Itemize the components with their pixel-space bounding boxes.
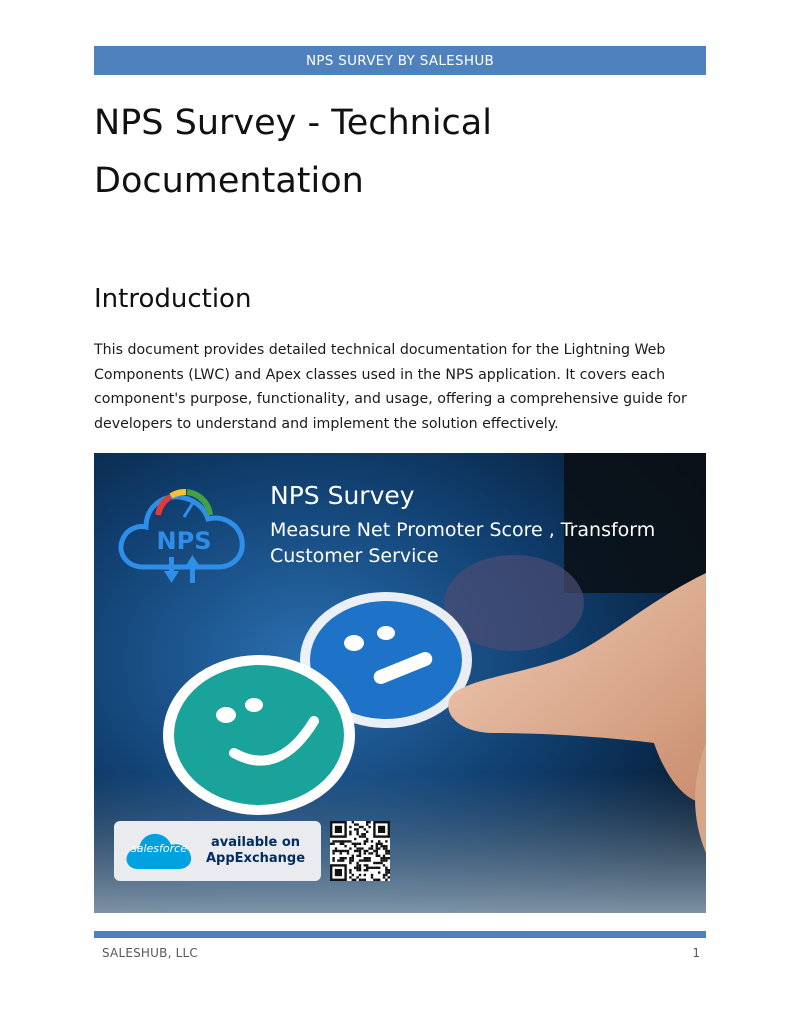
nps-logo-text: NPS: [156, 527, 212, 555]
section-heading-introduction: Introduction: [94, 284, 252, 314]
banner-title: NPS Survey: [270, 481, 415, 510]
page-number: 1: [692, 946, 700, 960]
page-header: NPS SURVEY BY SALESHUB: [94, 46, 706, 75]
qr-code-graphic: [330, 821, 390, 881]
document-title: NPS Survey - Technical Documentation: [94, 103, 492, 201]
footer-divider: [94, 931, 706, 938]
salesforce-logo: [124, 829, 194, 873]
banner-subtitle: Measure Net Promoter Score , Transform Customer Service: [270, 519, 656, 567]
product-banner-image: [94, 453, 706, 913]
appexchange-line1: available on: [211, 835, 301, 850]
footer-company: SALESHUB, LLC: [102, 946, 198, 960]
salesforce-logo-text: salesforce: [131, 842, 187, 855]
qr-code-icon[interactable]: [330, 821, 390, 881]
appexchange-line2: AppExchange: [206, 851, 306, 866]
nps-cloud-logo: [114, 477, 254, 589]
intro-paragraph: This document provides detailed technical documentation for the Lightning Web Components (LWC) and Apex classes used in the NPS application. It covers each component's purpose, functionality, and usage, offering a comprehensive guide for developers to understand and implement the solution effectively.: [94, 342, 687, 433]
appexchange-badge[interactable]: [114, 821, 321, 881]
smiley-face-icon: [163, 655, 355, 815]
appexchange-text: [206, 835, 305, 867]
